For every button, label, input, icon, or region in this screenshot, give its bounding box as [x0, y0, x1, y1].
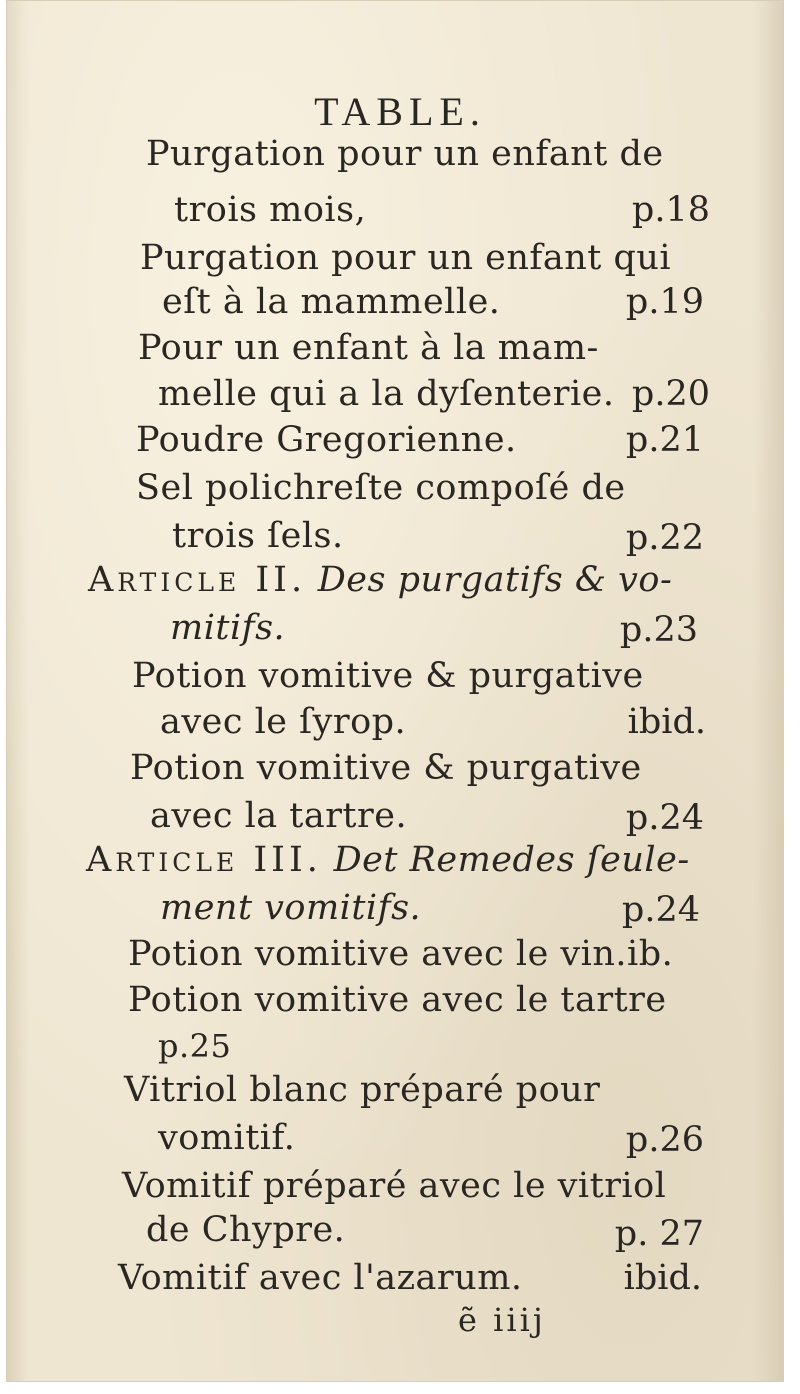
entry-line: Vitriol blanc préparé pour: [124, 1070, 601, 1110]
entry-line: Sel polichreſte compoſé de: [136, 468, 626, 508]
entry-page-number: p.24: [625, 798, 704, 838]
page-header: TABLE.: [314, 89, 486, 134]
entry-line: Poudre Gregorienne.: [136, 420, 517, 460]
entry-line: Purgation pour un enfant qui: [140, 238, 672, 278]
entry-page-number: p.24: [621, 890, 700, 930]
entry-page-number: ibid.: [623, 1258, 702, 1298]
entry-line: trois ſels.: [172, 516, 344, 556]
entry-line: Potion vomitive avec le vin.ib.: [128, 934, 674, 974]
entry-line: Potion vomitive & purgative: [130, 748, 642, 788]
entry-page-number: p.26: [625, 1120, 704, 1160]
entry-page-number: ibid.: [627, 702, 706, 742]
signature-mark: ẽ iiij: [458, 1301, 546, 1339]
entry-page-number: p.21: [625, 420, 704, 460]
entry-line: trois mois,: [174, 190, 367, 230]
article-heading: Article II. Des purgatifs & vo-: [88, 560, 673, 600]
entry-line: Potion vomitive avec le tartre: [128, 980, 667, 1020]
entry-page-number: p.18: [631, 190, 710, 230]
entry-line: mitifs.: [170, 608, 286, 648]
entry-page-number: p. 27: [614, 1214, 704, 1254]
entry-line: melle qui a la dyſenterie.: [158, 374, 615, 414]
entry-line: Pour un enfant à la mam-: [138, 328, 599, 368]
entry-line: avec la tartre.: [150, 796, 408, 836]
entry-line: Vomitif préparé avec le vitriol: [122, 1166, 667, 1206]
entry-line: de Chypre.: [146, 1210, 346, 1250]
entry-page-number: p.23: [619, 610, 698, 650]
entry-line: vomitif.: [158, 1118, 296, 1158]
entry-page-number: p.19: [625, 282, 704, 322]
article-heading: Article III. Det Remedes ſeule-: [86, 840, 690, 880]
entry-page-number: p.22: [625, 518, 704, 558]
entry-line: ment vomitifs.: [160, 888, 422, 928]
entry-line: eſt à la mammelle.: [162, 282, 501, 322]
entry-line: avec le ſyrop.: [160, 702, 407, 742]
entry-line: Potion vomitive & purgative: [132, 656, 644, 696]
entry-line: p.25: [158, 1027, 232, 1065]
entry-line: Vomitif avec l'azarum.: [118, 1258, 523, 1298]
entry-line: Purgation pour un enfant de: [146, 134, 664, 174]
entry-page-number: p.20: [631, 374, 710, 414]
